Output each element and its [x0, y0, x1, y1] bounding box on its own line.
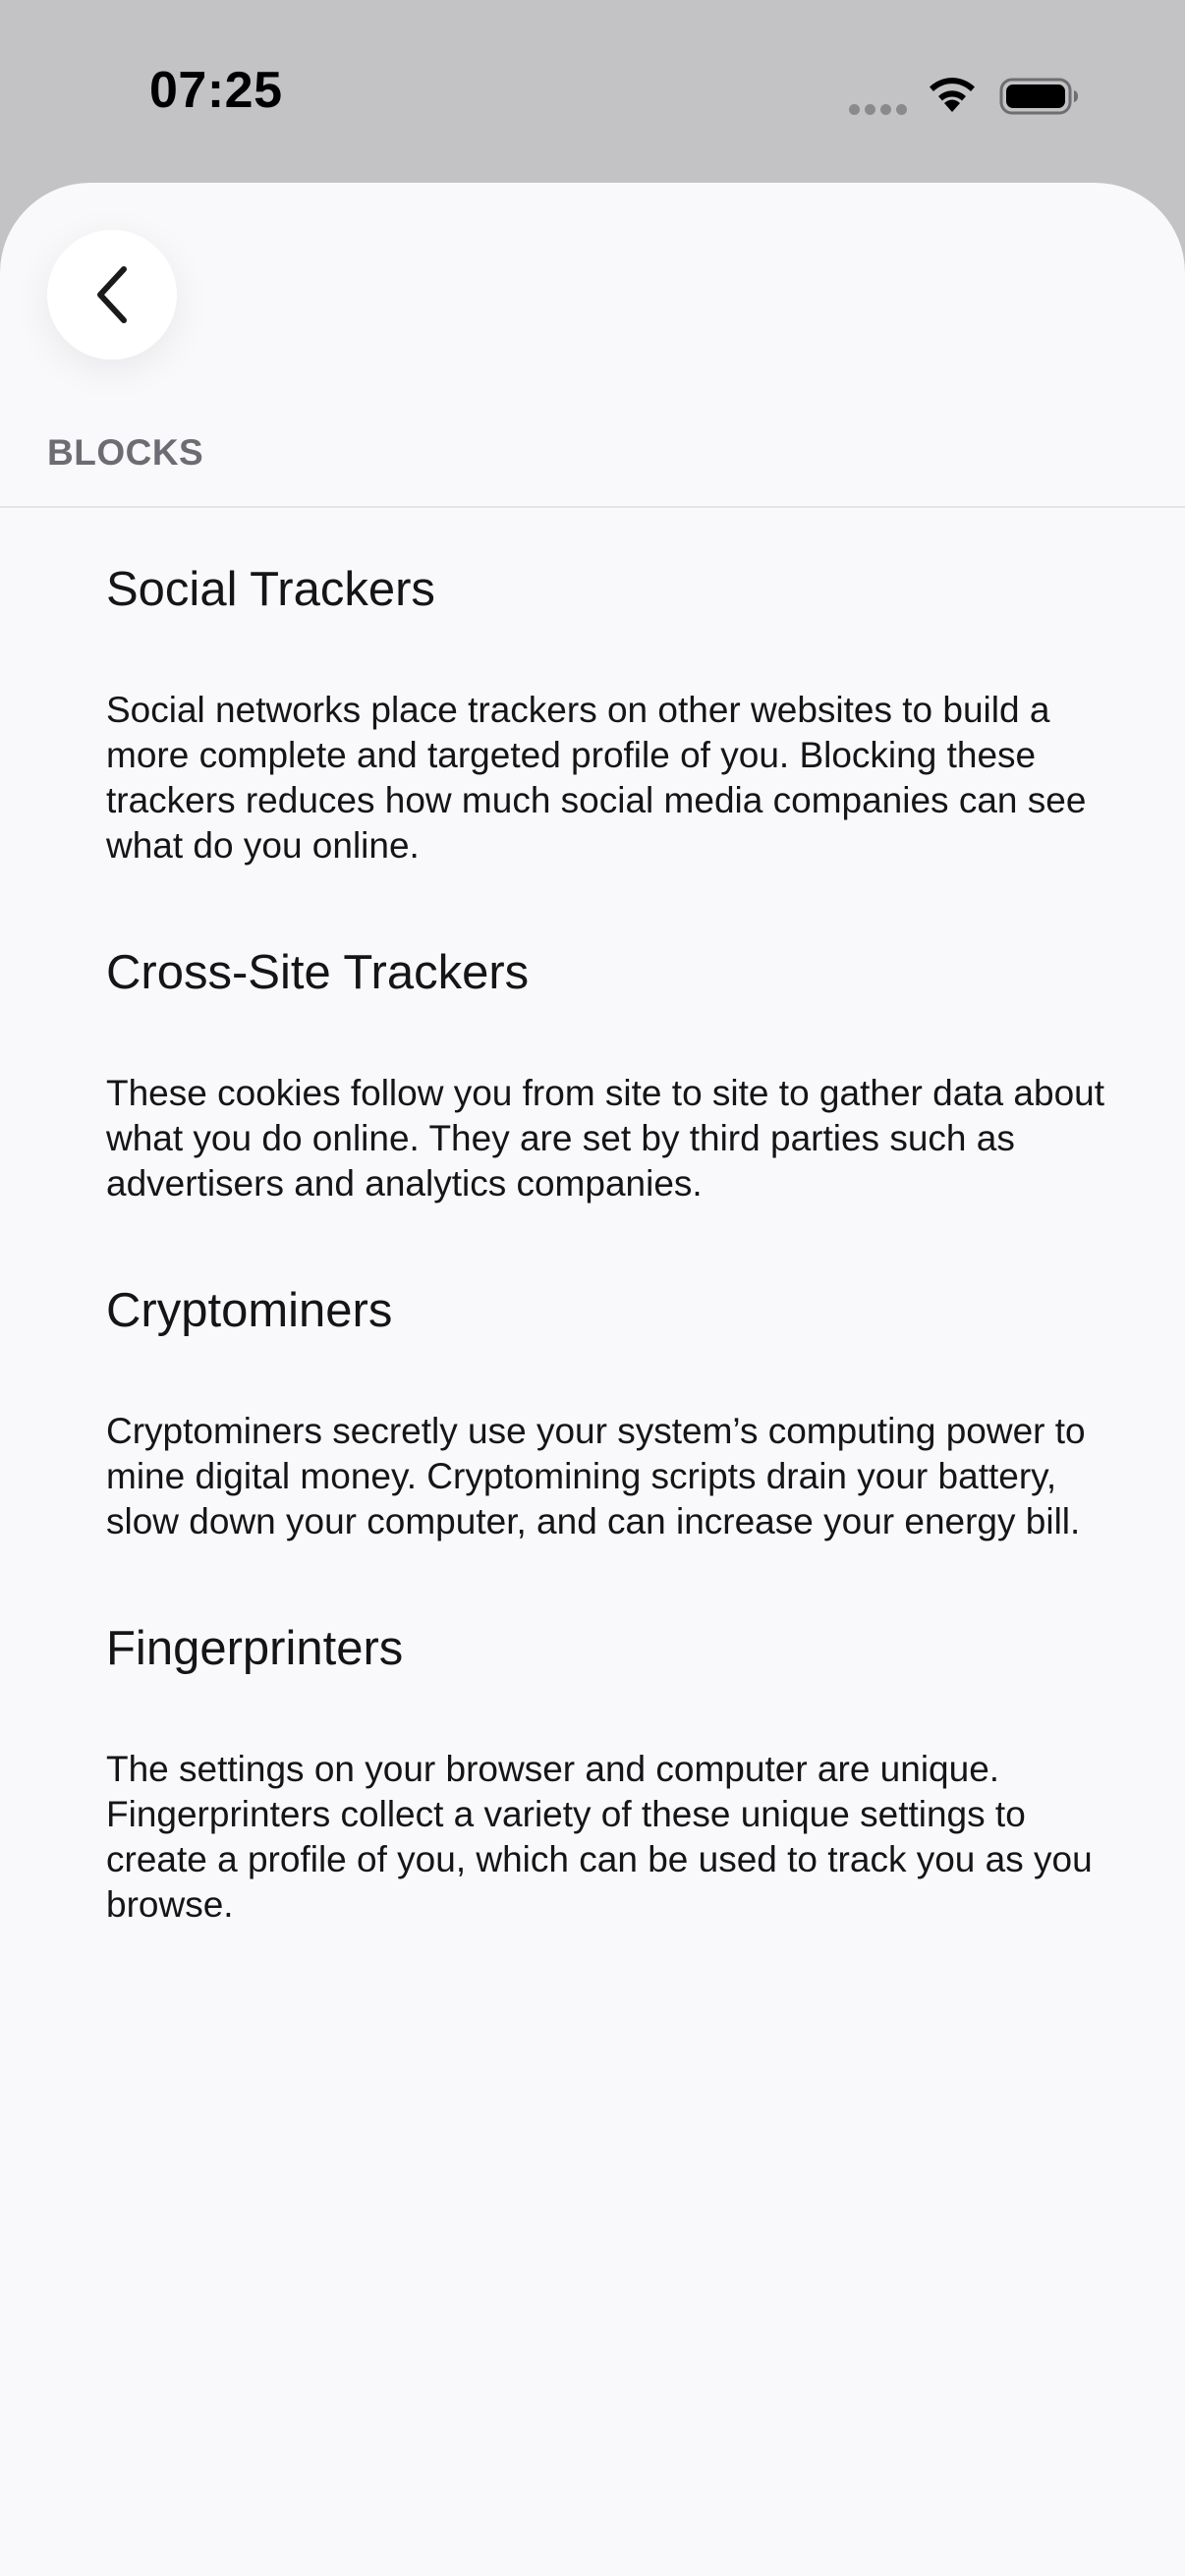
blocks-sheet [0, 183, 1185, 2576]
block-item-cryptominers [106, 1281, 1108, 1544]
block-title: Cryptominers [106, 1284, 393, 1337]
block-title: Fingerprinters [106, 1622, 404, 1675]
block-title: Cross-Site Trackers [106, 946, 530, 999]
block-description: The settings on your browser and computer are unique. Fingerprinters collect a variety of these unique settings to create a profile of you, which can be used to track you as you browse. [106, 1749, 1093, 1925]
block-item-fingerprinters [106, 1619, 1108, 1928]
blocks-list [106, 560, 1108, 2002]
section-header: BLOCKS [47, 432, 204, 473]
block-description: These cookies follow you from site to site to gather data about what you do online. They are set by third parties such as advertisers and analytics companies. [106, 1073, 1105, 1204]
signal-dots-icon [849, 104, 907, 115]
status-bar [0, 0, 1185, 183]
status-time: 07:25 [149, 62, 283, 119]
back-button[interactable] [47, 230, 177, 360]
block-item-social-trackers [106, 560, 1108, 868]
block-item-cross-site-trackers [106, 943, 1108, 1206]
block-description: Social networks place trackers on other websites to build a more complete and targeted profile of you. Blocking these trackers reduces how much social media companies can see what do you online. [106, 690, 1087, 866]
block-title: Social Trackers [106, 563, 435, 616]
block-description: Cryptominers secretly use your system’s computing power to mine digital money. Cryptomining scripts drain your battery, slow down your computer, and can increase your energy bill. [106, 1411, 1086, 1541]
chevron-left-icon [90, 263, 134, 326]
divider [0, 506, 1185, 508]
wifi-icon [927, 75, 978, 114]
battery-icon [999, 77, 1080, 116]
